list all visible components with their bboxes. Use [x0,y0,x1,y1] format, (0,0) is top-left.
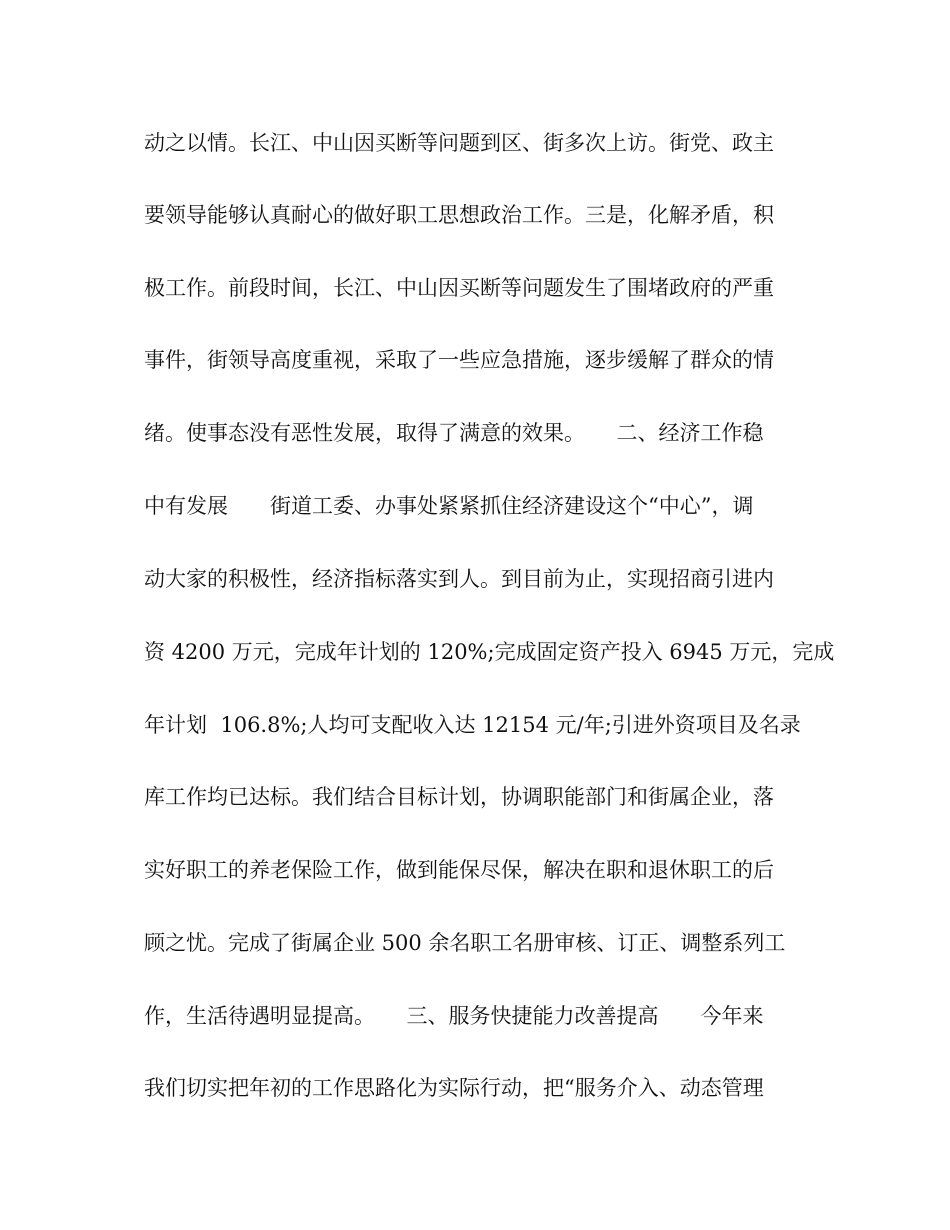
text-line: 年计划 106.8%;人均可支配收入达 12154 元/年;引进外资项目及名录 [144,713,801,737]
text-line: 库工作均已达标。我们结合目标计划，协调职能部门和街属企业，落 [144,785,774,809]
text-line: 要领导能够认真耐心的做好职工思想政治工作。三是，化解矛盾，积 [144,203,774,227]
text-line: 顾之忧。完成了街属企业 500 余名职工名册审核、订正、调整系列工 [144,931,786,955]
text-line: 动大家的积极性，经济指标落实到人。到目前为止，实现招商引进内 [144,567,774,591]
text-line: 资 4200 万元，完成年计划的 120%;完成固定资产投入 6945 万元，完成 [144,640,835,664]
text-line: 事件，街领导高度重视，采取了一些应急措施，逐步缓解了群众的情 [144,348,774,372]
text-line: 动之以情。长江、中山因买断等问题到区、街多次上访。街党、政主 [144,131,774,155]
text-line: 实好职工的养老保险工作，做到能保尽保，解决在职和退休职工的后 [144,858,774,882]
text-line: 我们切实把年初的工作思路化为实际行动，把“服务介入、动态管理 [144,1076,764,1100]
text-line: 极工作。前段时间，长江、中山因买断等问题发生了围堵政府的严重 [144,276,774,300]
text-line: 中有发展 街道工委、办事处紧紧抓住经济建设这个“中心”，调 [144,494,754,518]
text-line: 作，生活待遇明显提高。 三、服务快捷能力改善提高 今年来 [144,1004,764,1028]
text-line: 绪。使事态没有恶性发展，取得了满意的效果。 二、经济工作稳 [144,421,764,445]
